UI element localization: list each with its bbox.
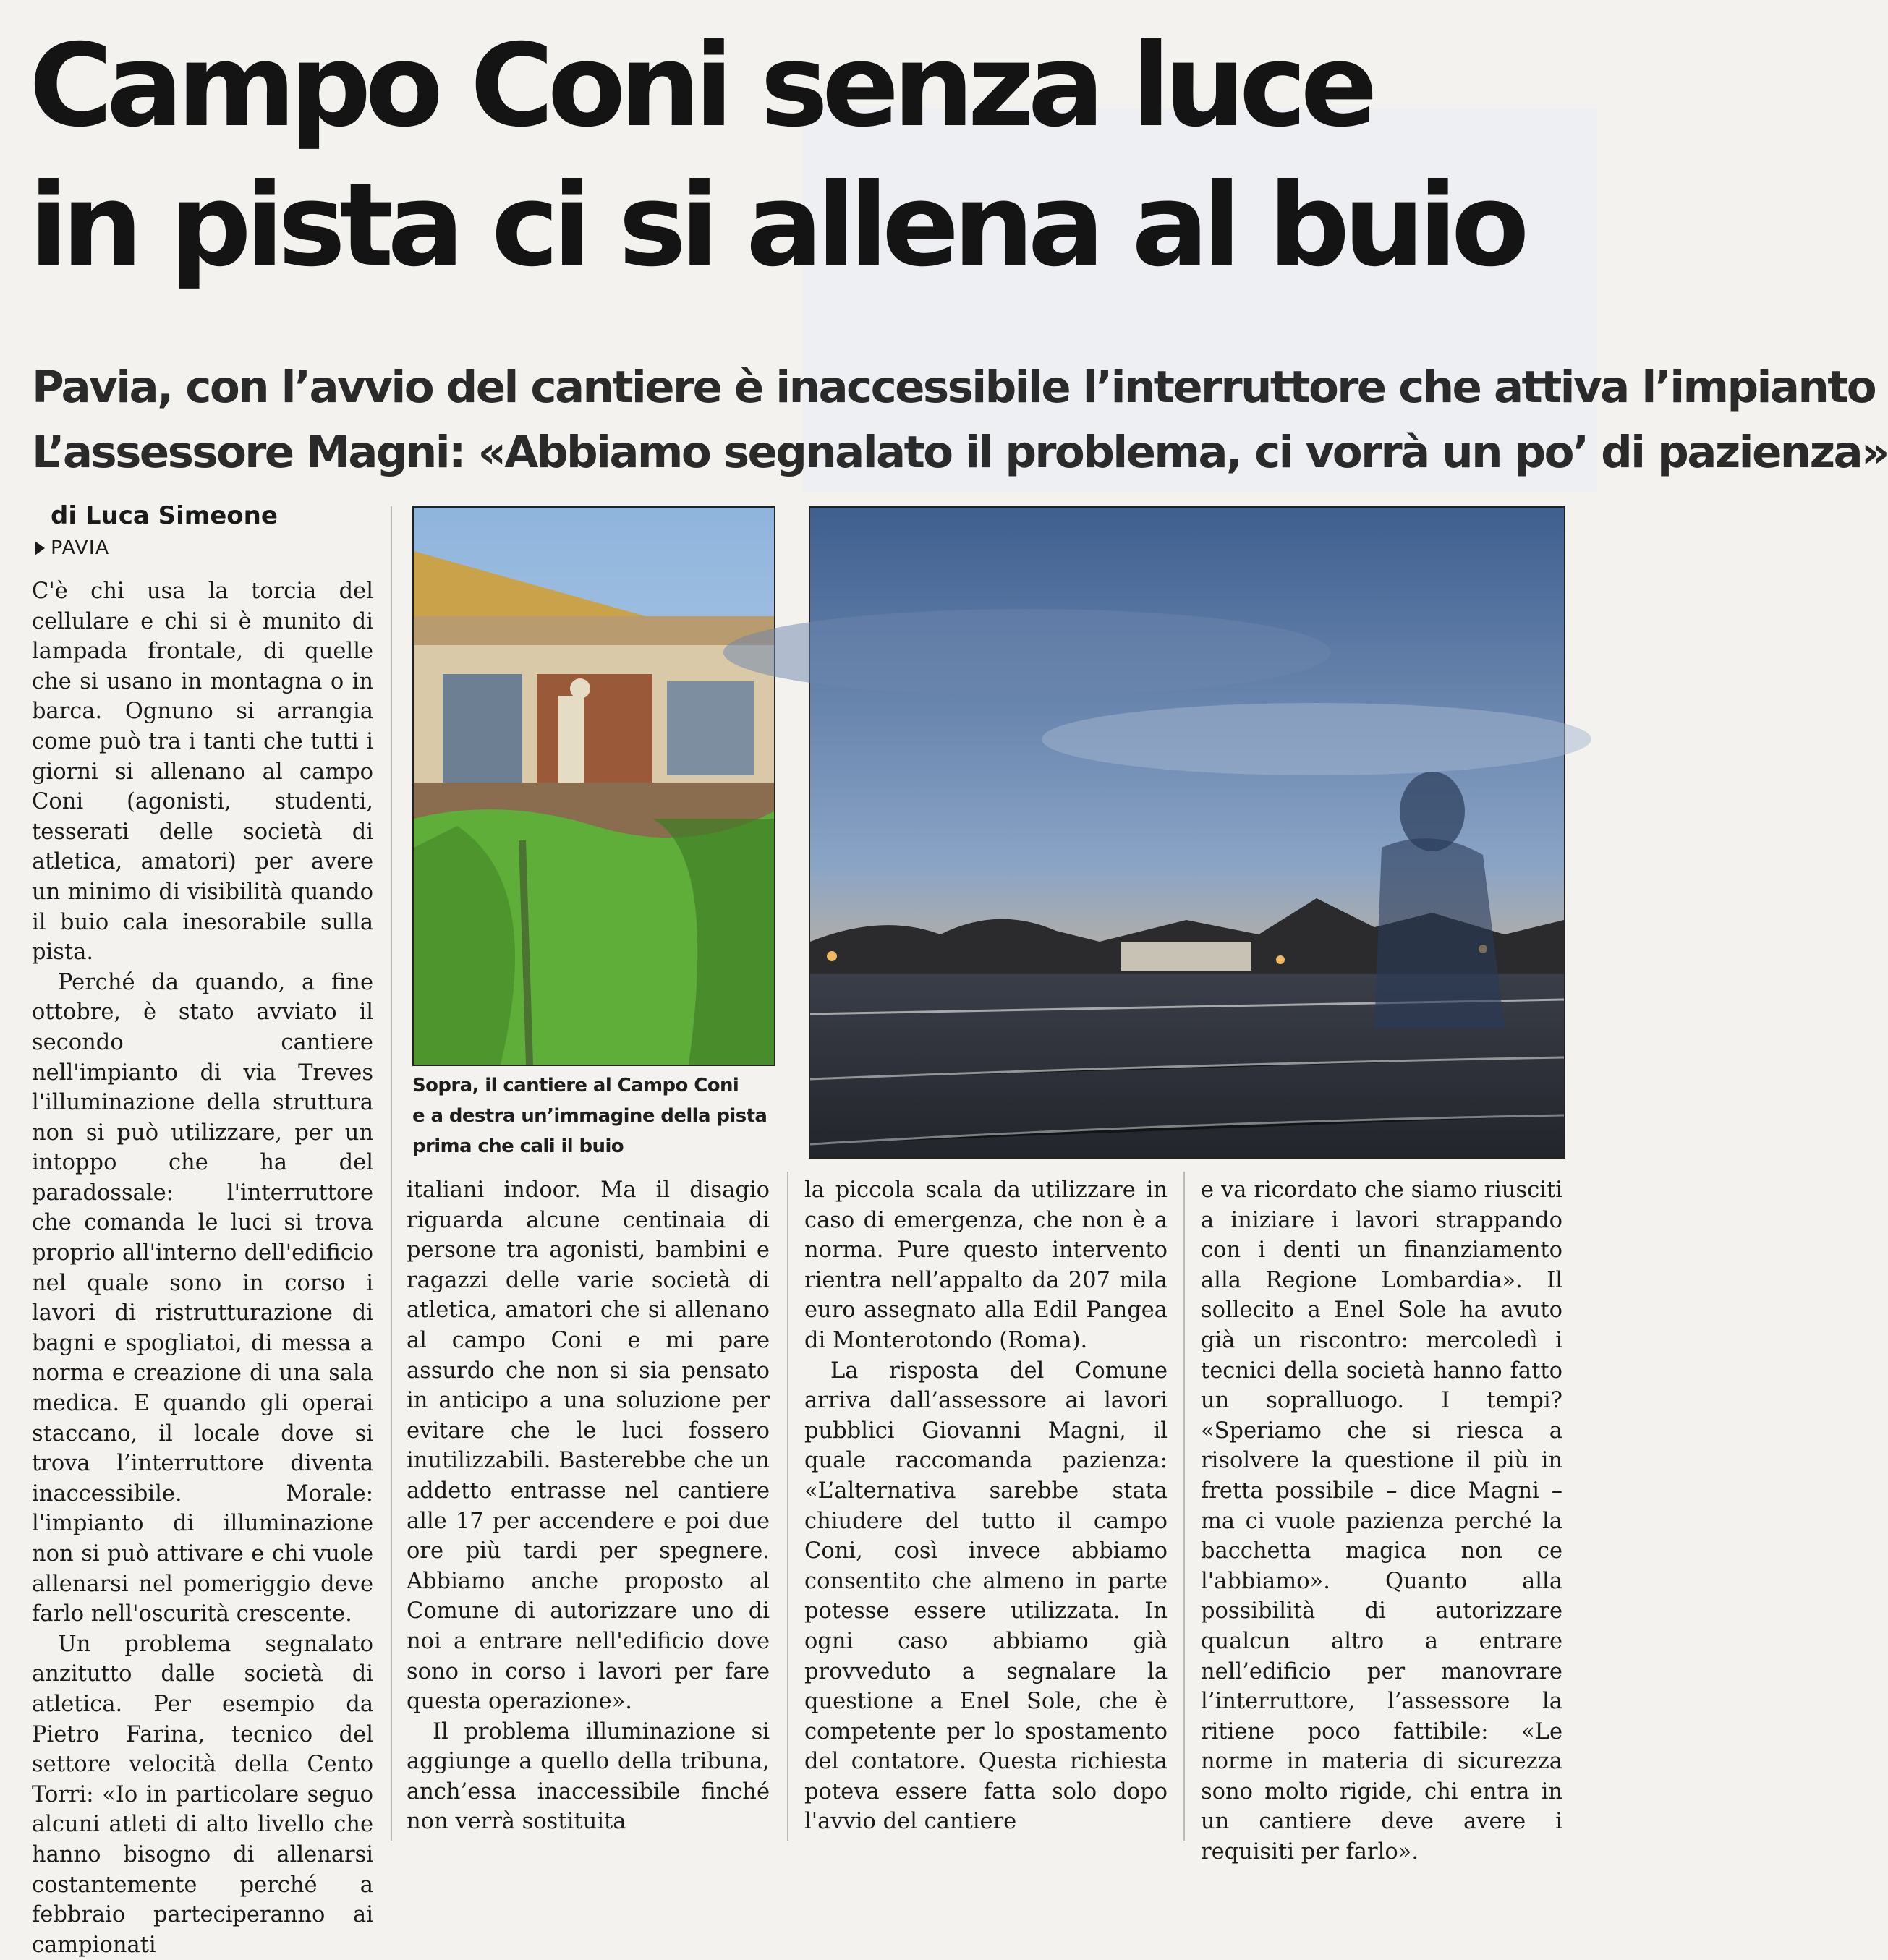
subheadline-line-2: L’assessore Magni: «Abbiamo segnalato il problema, ci vorrà un po’ di pazienza» — [32, 427, 1888, 478]
article-column-1 — [32, 576, 373, 1958]
headline-line-1: Campo Coni senza luce — [29, 20, 1372, 153]
paragraph: La risposta del Comune arriva dall’assessore ai lavori pubblici Giovanni Magni, il quale raccomanda pazienza: «L’alternativa sarebbe stata chiudere del tutto il campo Coni, così invece abbiamo consentito che almeno in parte potesse essere utilizzata. In ogni caso abbiamo già provveduto a segnalare la questione a Enel Sole, che è competente per lo spostamento del contatore. Questa richiesta poteva essere fatta solo dopo l'avvio del cantiere — [804, 1358, 1168, 1835]
right-triangle-icon — [35, 541, 45, 555]
paragraph: Il problema illuminazione si aggiunge a quello della tribuna, anch’essa inaccessibile finché non verrà sostituita — [407, 1718, 770, 1835]
paragraph: C'è chi usa la torcia del cellulare e chi si è munito di lampada frontale, di quelle che si usano in montagna o in barca. Ognuno si arrangia come può tra i tanti che tutti i giorni si allenano al campo Coni (agonisti, studenti, tesserati delle società di atletica, amatori) per avere un minimo di visibilità quando il buio cala inesorabile sulla pista. — [32, 579, 373, 966]
paragraph: Un problema segnalato anzitutto dalle società di atletica. Per esempio da Pietro Farina, tecnico del settore velocità della Cento Torri: «Io in particolare seguo alcuni atleti di alto livello che hanno bisogno di allenarsi costantemente perché a febbraio parteciperanno ai campionati — [32, 1631, 373, 1958]
paragraph: la piccola scala da utilizzare in caso di emergenza, che non è a norma. Pure questo intervento rientra nell’appalto da 207 mila euro assegnato alla Edil Pangea di Monterotondo (Roma). — [804, 1177, 1168, 1353]
photo-track-dusk — [809, 506, 1565, 1159]
article-column-2 — [407, 1175, 770, 1838]
headline-line-2: in pista ci si allena al buio — [29, 159, 1523, 292]
paragraph: italiani indoor. Ma il disagio riguarda alcune centinaia di persone tra agonisti, bambini e ragazzi delle varie società di atletica, amatori che si allenano al campo Coni e mi pare assurdo che non si sia pensato in anticipo a una soluzione per evitare che le luci fossero inutilizzabili. Basterebbe che un addetto entrasse nel cantiere alle 17 per accendere e poi due ore più tardi per spegnere. Abbiamo anche proposto al Comune di autorizzare uno di noi a entrare nell'edificio dove sono in corso i lavori per fare questa operazione». — [407, 1177, 770, 1715]
dateline-text: PAVIA — [51, 537, 110, 559]
paragraph: Perché da quando, a fine ottobre, è stato avviato il secondo cantiere nell'impianto di via Treves l'illuminazione della struttura non si può utilizzare, per un intoppo che ha del paradossale: l'interruttore che comanda le luci si trova proprio all'interno dell'edificio nel quale sono in corso i lavori di ristrutturazione di bagni e spogliatoi, di messa a norma e creazione di una sala medica. E quando gli operai staccano, il locale dove si trova l’interruttore diventa inaccessibile. Morale: l'impianto di illuminazione non si può attivare e chi vuole allenarsi nel pomeriggio deve farlo nell'oscurità crescente. — [32, 969, 373, 1627]
paragraph: e va ricordato che siamo riusciti a iniziare i lavori strappando con i denti un finanziamento alla Regione Lombardia». Il sollecito a Enel Sole ha avuto già un riscontro: mercoledì i tecnici della società hanno fatto un sopralluogo. I tempi? «Speriamo che si riesca a risolvere la questione il più in fretta possibile – dice Magni – ma ci vuole pazienza perché la bacchetta magica non ce l'abbiamo». Quanto alla possibilità di autorizzare qualcun altro a entrare nell’edificio per manovrare l’interruttore, l’assessore la ritiene poco fattibile: «Le norme in materia di sicurezza sono molto rigide, chi entra in un cantiere deve avere i requisiti per farlo». — [1201, 1177, 1562, 1865]
column-rule — [1183, 1172, 1185, 1841]
caption-line: e a destra un’immagine della pista — [412, 1105, 767, 1127]
caption-line: prima che cali il buio — [412, 1135, 624, 1157]
article-column-3 — [804, 1175, 1168, 1838]
track-photo — [810, 508, 1564, 1157]
byline: di Luca Simeone — [51, 501, 278, 530]
article-column-4 — [1201, 1175, 1562, 1865]
dateline — [35, 537, 109, 559]
subheadline-line-1: Pavia, con l’avvio del cantiere è inaccessibile l’interruttore che attiva l’impianto — [32, 362, 1876, 413]
caption-line: Sopra, il cantiere al Campo Coni — [412, 1075, 739, 1096]
column-rule — [391, 506, 392, 1841]
photo-caption — [412, 1070, 774, 1162]
photo-construction-site — [412, 506, 775, 1066]
column-rule — [787, 1172, 788, 1841]
construction-photo — [414, 508, 774, 1065]
